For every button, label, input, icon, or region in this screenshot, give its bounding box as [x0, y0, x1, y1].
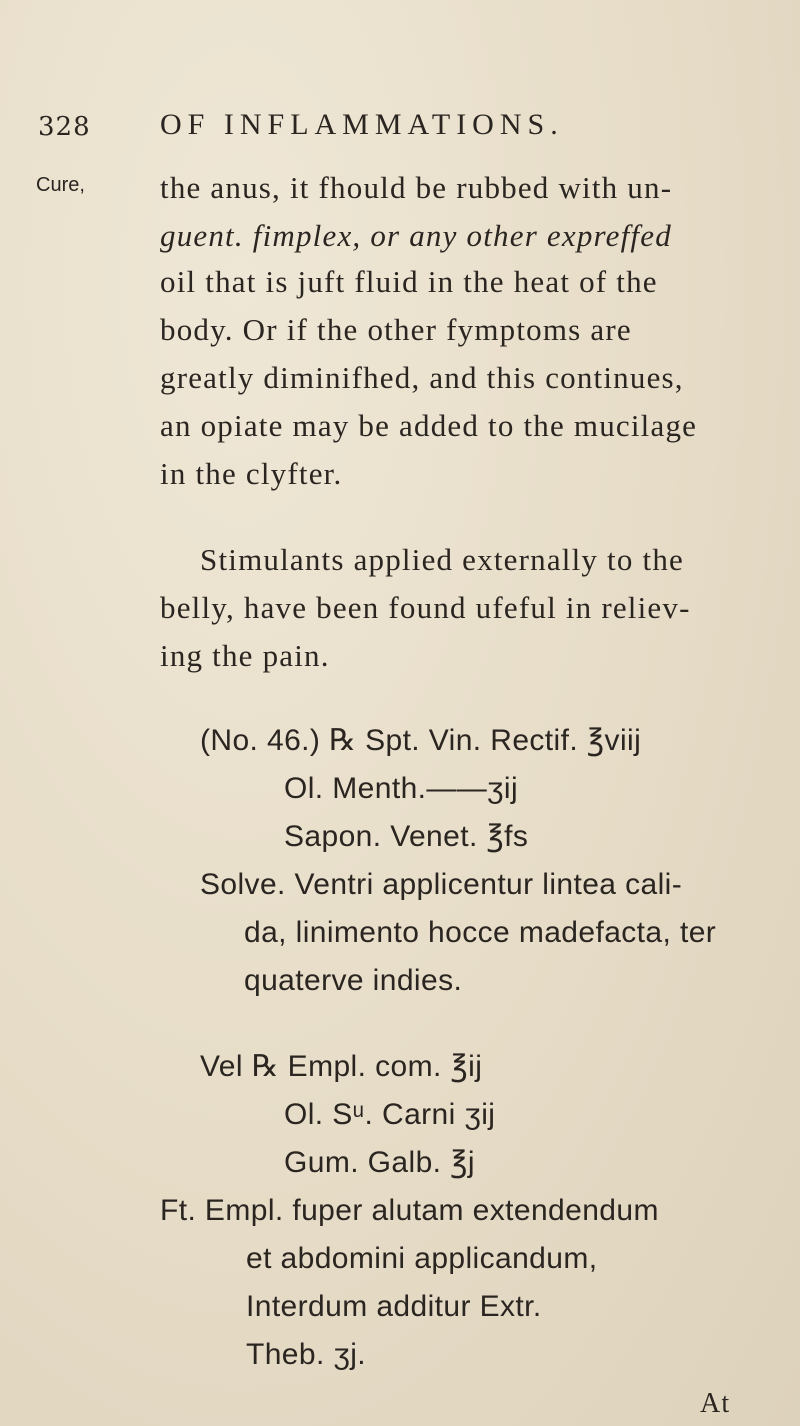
- recipe2-line: Ol. Sᵘ. Carni ʒij: [284, 1098, 496, 1131]
- recipe1-line: da, linimento hocce madefacta, ter: [244, 916, 717, 949]
- recipe1-line: Sapon. Venet. ℥fs: [284, 820, 529, 853]
- paragraph1-line: greatly diminifhed, and this continues,: [160, 360, 684, 395]
- recipe2-line: Theb. ʒj.: [246, 1338, 366, 1371]
- recipe1-line: Ol. Menth.——ʒij: [284, 772, 519, 805]
- recipe2-line: et abdomini applicandum,: [246, 1242, 598, 1275]
- paragraph2-line: ing the pain.: [160, 638, 330, 673]
- recipe1-line: (No. 46.) ℞ Spt. Vin. Rectif. ℥viij: [200, 724, 642, 757]
- recipe1-line: quaterve indies.: [244, 964, 463, 997]
- paragraph1-line: body. Or if the other fymptoms are: [160, 312, 632, 347]
- paragraph1-line: the anus, it fhould be rubbed with un-: [160, 170, 673, 205]
- recipe2-line: Gum. Galb. ℥j: [284, 1146, 475, 1179]
- paragraph1-line: an opiate may be added to the mucilage: [160, 408, 698, 443]
- catchword: At: [700, 1388, 731, 1419]
- paragraph2-line: belly, have been found ufeful in reliev-: [160, 590, 691, 625]
- paragraph1-line: oil that is juft fluid in the heat of the: [160, 264, 658, 299]
- page-number: 328: [38, 112, 91, 142]
- margin-note: Cure,: [36, 174, 85, 196]
- paragraph1-line: guent. fimplex, or any other expreffed: [160, 218, 672, 253]
- running-head: OF INFLAMMATIONS.: [160, 108, 564, 141]
- recipe2-line: Vel ℞ Empl. com. ℥ij: [200, 1050, 483, 1083]
- paragraph1-line: in the clyfter.: [160, 456, 343, 491]
- recipe2-line: Interdum additur Extr.: [246, 1290, 542, 1323]
- recipe2-line: Ft. Empl. fuper alutam extendendum: [160, 1194, 659, 1227]
- paragraph2-line: Stimulants applied externally to the: [200, 542, 684, 577]
- recipe1-line: Solve. Ventri applicentur lintea cali-: [200, 868, 683, 901]
